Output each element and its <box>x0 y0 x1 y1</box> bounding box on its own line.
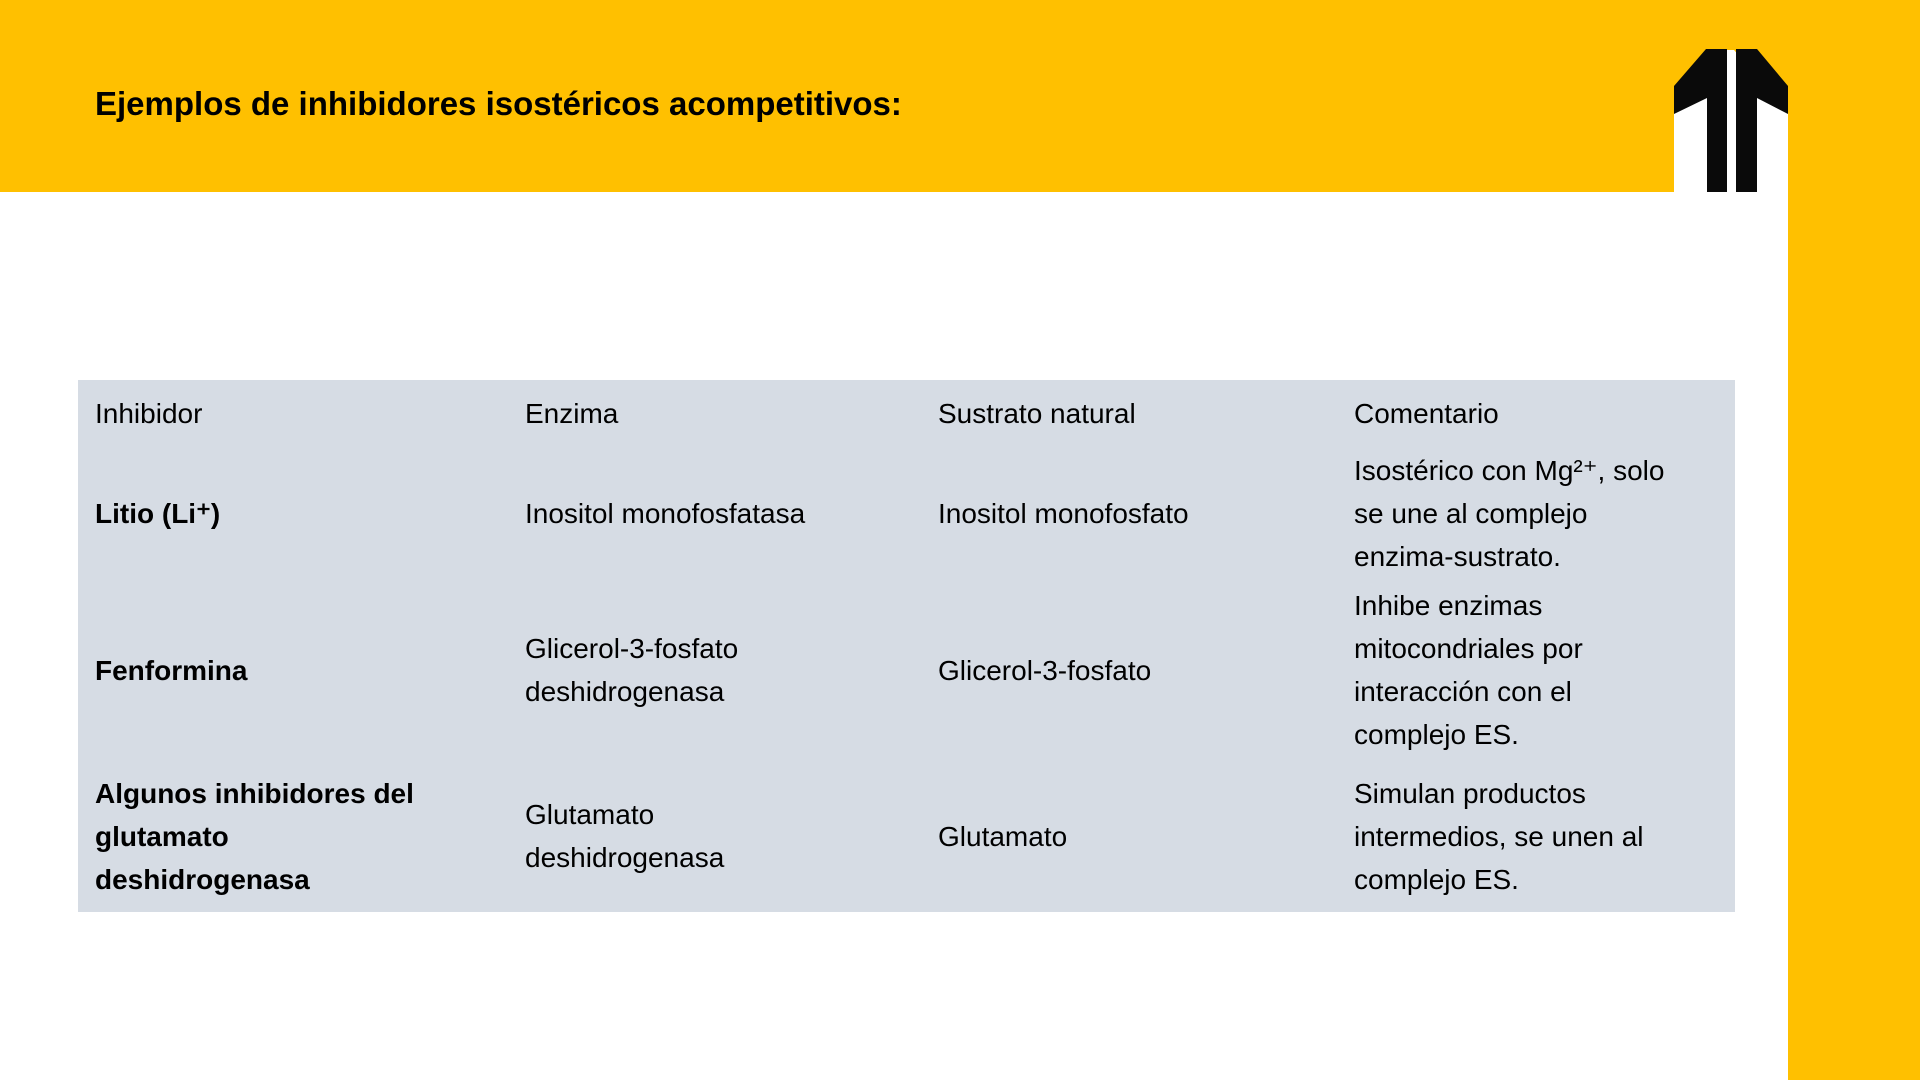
slide-title: Ejemplos de inhibidores isostéricos acompetitivos: <box>95 85 902 122</box>
cell-inhibidor: Litio (Li⁺) <box>95 498 221 529</box>
inhibitors-table <box>78 380 1735 912</box>
header-cell-inhibidor: Inhibidor <box>95 398 203 429</box>
header-cell-sustrato: Sustrato natural <box>938 398 1136 429</box>
cell-sustrato: Glicerol-3-fosfato <box>938 654 1152 686</box>
cell-enzima: Glutamato deshidrogenasa <box>525 799 725 873</box>
cell-enzima: Inositol monofosfatasa <box>525 498 806 529</box>
cell-comentario: Inhibe enzimas mitocondriales por interacción con el complejo ES. <box>1354 590 1583 750</box>
header-cell-comentario: Comentario <box>1354 398 1499 429</box>
cell-enzima: Glicerol-3-fosfato deshidrogenasa <box>525 633 739 707</box>
header-cell-enzima: Enzima <box>525 398 619 429</box>
cell-inhibidor: Algunos inhibidores del glutamato deshidrogenasa <box>95 777 414 895</box>
cell-comentario: Isostérico con Mg²⁺, solo se une al complejo enzima‑sustrato. <box>1354 455 1665 572</box>
double-up-arrows-icon <box>1668 44 1788 194</box>
cell-sustrato: Glutamato <box>938 820 1068 852</box>
cell-inhibidor: Fenformina <box>95 654 248 686</box>
cell-comentario: Simulan productos intermedios, se unen al complejo ES. <box>1354 777 1644 895</box>
right-accent-strip <box>1788 0 1920 1080</box>
cell-sustrato: Inositol monofosfato <box>938 498 1189 529</box>
